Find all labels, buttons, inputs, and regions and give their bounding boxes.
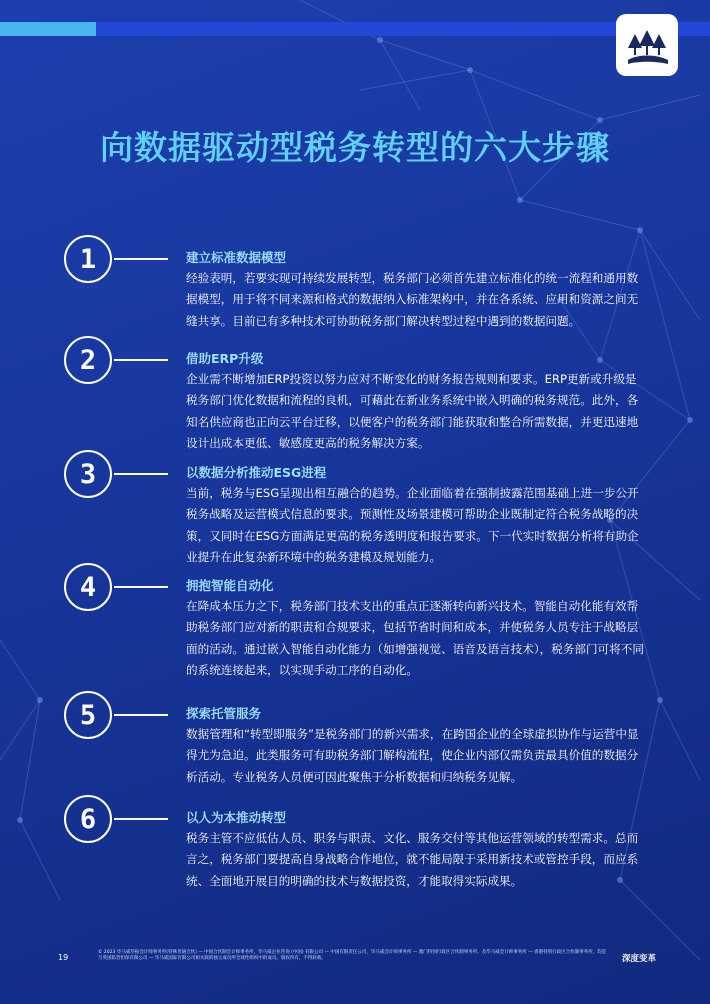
step-number: 5 xyxy=(79,699,97,731)
page-number: 19 xyxy=(58,953,69,962)
copyright-notice: © 2023 毕马威华振会计师事务所(特殊普通合伙) — 中国合伙制会计师事务所，毕马威企业咨询 (中国) 有限公司 — 中国有限责任公司，毕马威会计师事务所 — 澳门特别行政区合伙制事务所，及毕马威会计师事务所 — 香港特别行政区合伙制事务所，均是与英国私营担保有限公司 — 毕马威国际有限公司相关联的独立成员所全球性组织中的成员。版权所有，不得转载。 xyxy=(98,950,607,962)
step-connector-line xyxy=(114,258,168,260)
step-body: 数据管理和“转型即服务”是税务部门的新兴需求，在跨国企业的全球虚拟协作与运营中显得尤为急迫。此类服务可有助税务部门解构流程，使企业内部仅需负责最具价值的数据分析活动。专业税务人员便可因此聚焦于分析数据和归纳税务见解。 xyxy=(186,727,639,784)
step-body: 企业需不断增加ERP投资以努力应对不断变化的财务报告规则和要求。ERP更新或升级是税务部门优化数据和流程的良机，可藉此在新业务系统中嵌入明确的税务规范。此外，各知名供应商也正向云平台迁移，以便客户的税务部门能获取和整合所需数据，并更迅速地设计出成本更低、敏感度更高的税务解决方案。 xyxy=(186,372,639,451)
step-number-circle xyxy=(64,336,112,384)
step-title: 建立标准数据模型 xyxy=(186,250,287,265)
step-body: 在降成本压力之下，税务部门技术支出的重点正逐渐转向新兴技术。智能自动化能有效帮助税务部门应对新的职责和合规要求，包括节省时间和成本，并使税务人员专注于战略层面的活动。通过嵌入智能自动化能力（如增强视觉、语音及语言技术），税务部门可将不同的系统连接起来，以实现手动工序的自动化。 xyxy=(186,599,644,678)
step-title: 以人为本推动转型 xyxy=(186,810,287,825)
footer-brand: 深度变革 xyxy=(622,954,657,964)
step-number: 2 xyxy=(79,344,97,376)
step-number-circle xyxy=(64,235,112,283)
step-number-circle xyxy=(64,450,112,498)
step-connector-line xyxy=(114,714,168,716)
step-title: 探索托管服务 xyxy=(186,706,262,721)
step-number-circle xyxy=(64,691,112,739)
step-title: 拥抱智能自动化 xyxy=(186,578,274,593)
step-title: 以数据分析推动ESG进程 xyxy=(186,465,327,480)
step-number: 1 xyxy=(79,243,97,275)
page-title: 向数据驱动型税务转型的六大步骤 xyxy=(100,128,610,167)
step-title: 借助ERP升级 xyxy=(186,351,264,366)
step-number-circle xyxy=(64,795,112,843)
tree-landscape-icon xyxy=(616,14,678,76)
step-connector-line xyxy=(114,586,168,588)
step-number: 6 xyxy=(79,803,97,835)
step-connector-line xyxy=(114,818,168,820)
step-connector-line xyxy=(114,359,168,361)
step-connector-line xyxy=(114,473,168,475)
step-number: 4 xyxy=(79,571,97,603)
step-body: 经验表明，若要实现可持续发展转型，税务部门必须首先建立标准化的统一流程和通用数据模型，用于将不同来源和格式的数据纳入标准架构中，并在各系统、应用和资源之间无缝共享。目前已有多种技术可协助税务部门解决转型过程中遇到的数据问题。 xyxy=(186,271,639,328)
step-body: 税务主管不应低估人员、职务与职责、文化、服务交付等其他运营领域的转型需求。总而言之，税务部门要提高自身战略合作地位，就不能局限于采用新技术或管控手段，而应系统、全面地开展目的明确的技术与数据投资，才能取得实际成果。 xyxy=(186,831,639,888)
step-body: 当前，税务与ESG呈现出相互融合的趋势。企业面临着在强制披露范围基础上进一步公开税务战略及运营模式信息的要求。预测性及场景建模可帮助企业既制定符合税务战略的决策，又同时在ESG方面满足更高的税务透明度和报告要求。下一代实时数据分析将有助企业提升在此复杂新环境中的税务建模及规划能力。 xyxy=(186,486,639,565)
top-bar-accent xyxy=(0,22,96,36)
step-number: 3 xyxy=(79,458,97,490)
step-number-circle xyxy=(64,563,112,611)
top-bar xyxy=(0,22,710,36)
